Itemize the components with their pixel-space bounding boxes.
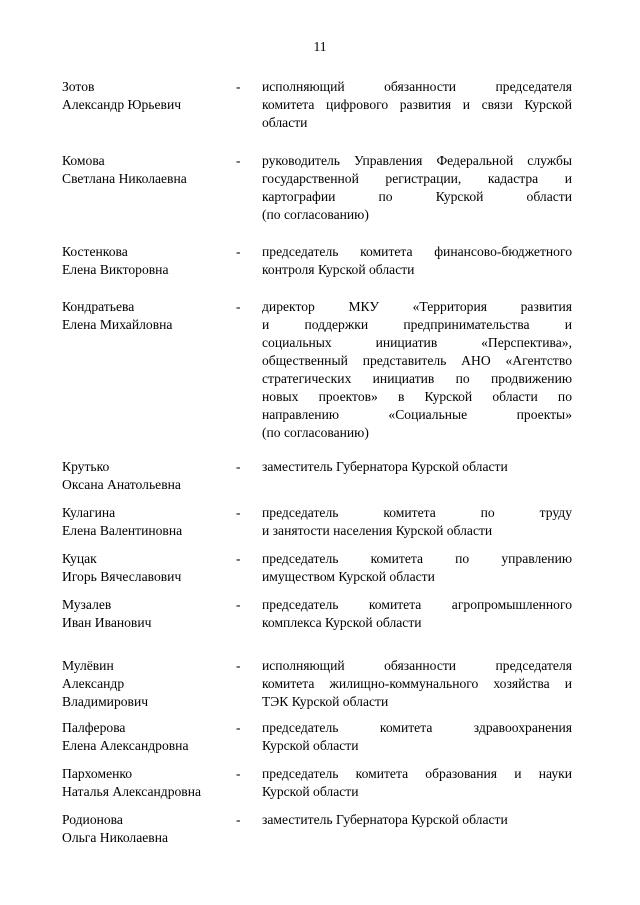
person-name (62, 550, 232, 586)
name-line: Оксана Анатольевна (62, 477, 181, 492)
role-line: председатель комитета агропромышленного (262, 597, 572, 612)
role-line: и занятости населения Курской области (262, 523, 493, 538)
position-description (262, 596, 572, 632)
dash-separator: - (236, 812, 241, 827)
role-line: контроля Курской области (262, 262, 415, 277)
role-line: новых проектов» в Курской области по (262, 389, 572, 404)
role-line: комитета жилищно-коммунального хозяйства и (262, 676, 572, 691)
person-name (62, 298, 232, 334)
name-line: Елена Александровна (62, 738, 189, 753)
position-description (262, 811, 572, 829)
role-line: государственной регистрации, кадастра и (262, 171, 572, 186)
person-name (62, 504, 232, 540)
person-name (62, 458, 232, 494)
position-description (262, 657, 572, 711)
dash-separator: - (236, 153, 241, 168)
role-line: направлению «Социальные проекты» (262, 407, 572, 422)
name-line: Куцак (62, 551, 97, 566)
role-line: (по согласованию) (262, 425, 369, 440)
person-name (62, 152, 232, 188)
name-line: Костенкова (62, 244, 128, 259)
name-line: Мулёвин (62, 658, 114, 673)
name-line: Светлана Николаевна (62, 171, 187, 186)
role-line: комитета цифрового развития и связи Курской (262, 97, 572, 112)
name-line: Комова (62, 153, 105, 168)
role-line: руководитель Управления Федеральной службы (262, 153, 572, 168)
name-line: Музалев (62, 597, 112, 612)
position-description (262, 550, 572, 586)
role-line: Курской области (262, 738, 359, 753)
person-name (62, 243, 232, 279)
role-line: председатель комитета по труду (262, 505, 572, 520)
position-description (262, 298, 572, 442)
name-line: Палферова (62, 720, 126, 735)
role-line: директор МКУ «Территория развития (262, 299, 572, 314)
name-line: Елена Викторовна (62, 262, 169, 277)
dash-separator: - (236, 299, 241, 314)
person-name (62, 596, 232, 632)
role-line: председатель комитета здравоохранения (262, 720, 572, 735)
name-line: Иван Иванович (62, 615, 152, 630)
page-number: 11 (313, 39, 327, 54)
name-line: Александр (62, 676, 125, 691)
name-line: Наталья Александровна (62, 784, 202, 799)
position-description (262, 504, 572, 540)
role-line: общественный представитель АНО «Агентство (262, 353, 572, 368)
role-line: и поддержки предпринимательства и (262, 317, 572, 332)
role-line: комплекса Курской области (262, 615, 422, 630)
name-line: Зотов (62, 79, 95, 94)
name-line: Елена Валентиновна (62, 523, 183, 538)
position-description (262, 78, 572, 132)
name-line: Игорь Вячеславович (62, 569, 182, 584)
person-name (62, 765, 232, 801)
name-line: Кондратьева (62, 299, 135, 314)
role-line: стратегических инициатив по продвижению (262, 371, 572, 386)
role-line: председатель комитета образования и науки (262, 766, 572, 781)
dash-separator: - (236, 551, 241, 566)
role-line: социальных инициатив «Перспектива», (262, 335, 572, 350)
position-description (262, 458, 572, 476)
name-line: Крутько (62, 459, 110, 474)
role-line: заместитель Губернатора Курской области (262, 812, 508, 827)
dash-separator: - (236, 505, 241, 520)
role-line: (по согласованию) (262, 207, 369, 222)
role-line: исполняющий обязанности председателя (262, 79, 572, 94)
name-line: Елена Михайловна (62, 317, 173, 332)
person-name (62, 657, 232, 711)
name-line: Ольга Николаевна (62, 830, 169, 845)
role-line: Курской области (262, 784, 359, 799)
role-line: имуществом Курской области (262, 569, 435, 584)
person-name (62, 78, 232, 114)
role-line: заместитель Губернатора Курской области (262, 459, 508, 474)
dash-separator: - (236, 79, 241, 94)
name-line: Владимирович (62, 694, 149, 709)
position-description (262, 152, 572, 224)
dash-separator: - (236, 244, 241, 259)
dash-separator: - (236, 597, 241, 612)
name-line: Родионова (62, 812, 123, 827)
name-line: Кулагина (62, 505, 116, 520)
role-line: ТЭК Курской области (262, 694, 389, 709)
role-line: исполняющий обязанности председателя (262, 658, 572, 673)
role-line: председатель комитета по управлению (262, 551, 572, 566)
dash-separator: - (236, 720, 241, 735)
position-description (262, 719, 572, 755)
role-line: области (262, 115, 308, 130)
dash-separator: - (236, 459, 241, 474)
dash-separator: - (236, 658, 241, 673)
position-description (262, 765, 572, 801)
person-name (62, 719, 232, 755)
role-line: картографии по Курской области (262, 189, 572, 204)
name-line: Александр Юрьевич (62, 97, 182, 112)
name-line: Пархоменко (62, 766, 133, 781)
person-name (62, 811, 232, 847)
dash-separator: - (236, 766, 241, 781)
position-description (262, 243, 572, 279)
role-line: председатель комитета финансово-бюджетного (262, 244, 572, 259)
